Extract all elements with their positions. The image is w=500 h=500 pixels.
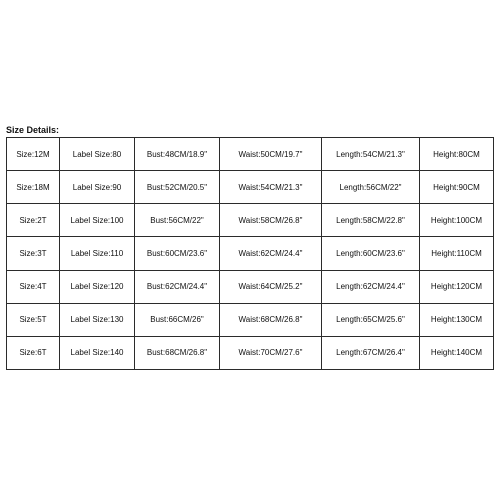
height-cell: Height:90CM [420,171,494,204]
size-cell: Size:4T [7,270,60,303]
bust-cell: Bust:56CM/22" [135,204,220,237]
height-cell: Height:110CM [420,237,494,270]
label-size-cell: Label Size:140 [60,336,135,369]
bust-cell: Bust:52CM/20.5" [135,171,220,204]
height-cell: Height:120CM [420,270,494,303]
length-cell: Length:60CM/23.6" [322,237,420,270]
table-row [7,303,494,336]
table-row [7,336,494,369]
waist-cell: Waist:58CM/26.8" [220,204,322,237]
height-cell: Height:140CM [420,336,494,369]
size-cell: Size:12M [7,138,60,171]
length-cell: Length:67CM/26.4" [322,336,420,369]
table-row [7,171,494,204]
bust-cell: Bust:60CM/23.6" [135,237,220,270]
label-size-cell: Label Size:80 [60,138,135,171]
bust-cell: Bust:68CM/26.8" [135,336,220,369]
height-cell: Height:80CM [420,138,494,171]
label-size-cell: Label Size:100 [60,204,135,237]
height-cell: Height:130CM [420,303,494,336]
length-cell: Length:58CM/22.8" [322,204,420,237]
table-row [7,237,494,270]
waist-cell: Waist:50CM/19.7" [220,138,322,171]
length-cell: Length:65CM/25.6" [322,303,420,336]
size-cell: Size:6T [7,336,60,369]
label-size-cell: Label Size:120 [60,270,135,303]
table-row [7,138,494,171]
waist-cell: Waist:68CM/26.8" [220,303,322,336]
waist-cell: Waist:54CM/21.3" [220,171,322,204]
size-cell: Size:5T [7,303,60,336]
bust-cell: Bust:48CM/18.9" [135,138,220,171]
label-size-cell: Label Size:130 [60,303,135,336]
size-cell: Size:3T [7,237,60,270]
label-size-cell: Label Size:90 [60,171,135,204]
length-cell: Length:56CM/22" [322,171,420,204]
length-cell: Length:54CM/21.3" [322,138,420,171]
length-cell: Length:62CM/24.4" [322,270,420,303]
size-cell: Size:2T [7,204,60,237]
table-row [7,204,494,237]
size-chart-table [6,137,494,370]
waist-cell: Waist:62CM/24.4" [220,237,322,270]
bust-cell: Bust:66CM/26" [135,303,220,336]
table-row [7,270,494,303]
size-details-title: Size Details: [6,125,60,135]
bust-cell: Bust:62CM/24.4" [135,270,220,303]
waist-cell: Waist:64CM/25.2" [220,270,322,303]
label-size-cell: Label Size:110 [60,237,135,270]
waist-cell: Waist:70CM/27.6" [220,336,322,369]
size-cell: Size:18M [7,171,60,204]
height-cell: Height:100CM [420,204,494,237]
